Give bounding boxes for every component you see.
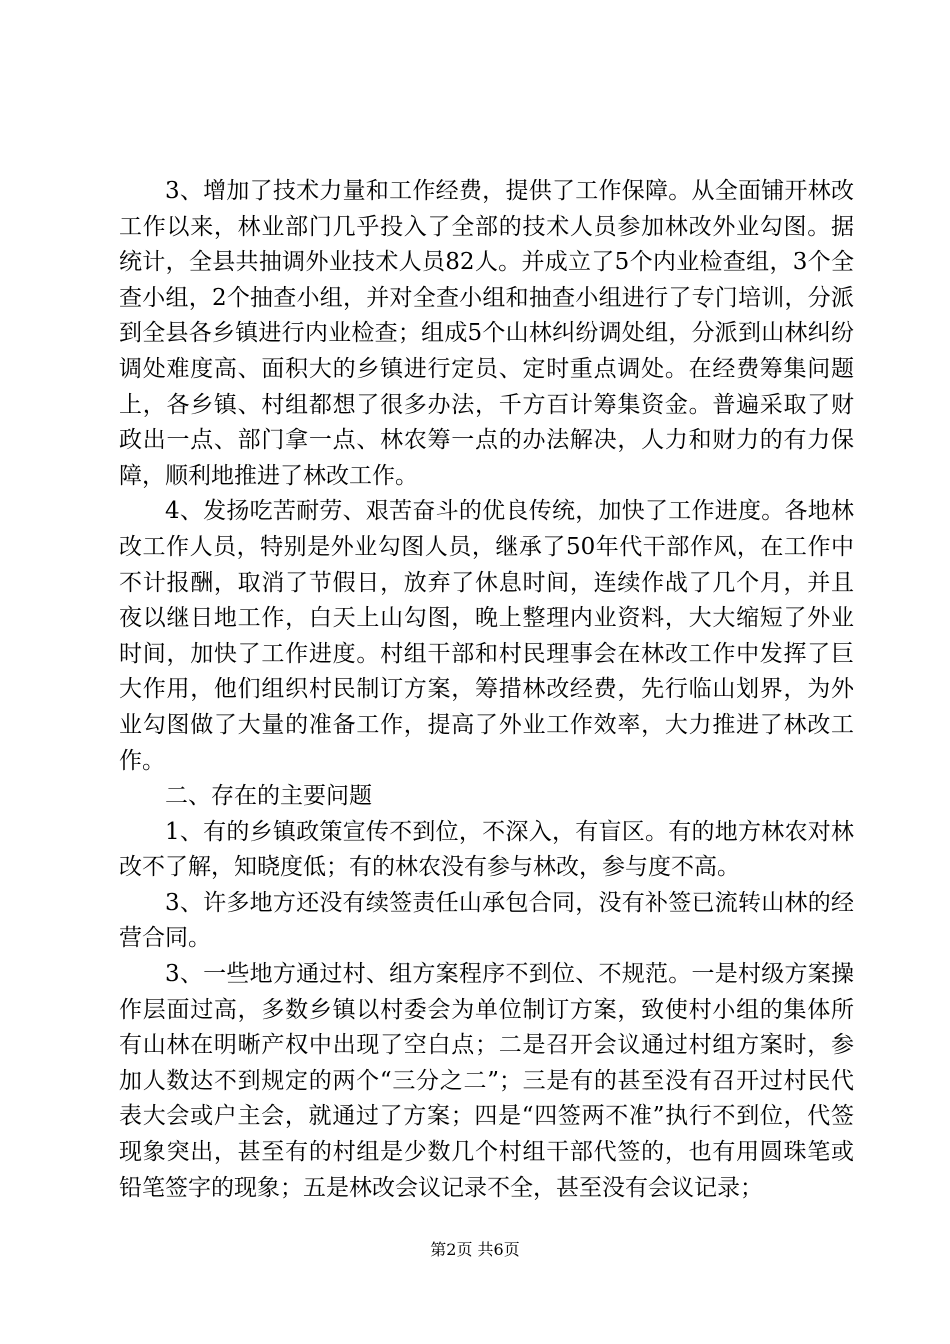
paragraph-technical-funding: 3、增加了技术力量和工作经费，提供了工作保障。从全面铺开林改工作以来，林业部门几乎投入了全部的技术人员参加林改外业勾图。据统计，全县共抽调外业技术人员82人。并成立了5个内业检查组，3个全查小组，2个抽查小组，并对全查小组和抽查小组进行了专门培训，分派到全县各乡镇进行内业检查；组成5个山林纠纷调处组，分派到山林纠纷调处难度高、面积大的乡镇进行定员、定时重点调处。在经费筹集问题上，各乡镇、村组都想了很多办法，千方百计筹集资金。普遍采取了财政出一点、部门拿一点、林农筹一点的办法解决，人力和财力的有力保障，顺利地推进了林改工作。 bbox=[119, 178, 854, 489]
section-heading-main-problems: 二、存在的主要问题 bbox=[165, 783, 372, 810]
document-body bbox=[119, 174, 854, 1206]
issue-procedures: 3、一些地方通过村、组方案程序不到位、不规范。一是村级方案操作层面过高，多数乡镇以村委会为单位制订方案，致使村小组的集体所有山林在明晰产权中出现了空白点；二是召开会议通过村组方案时，参加人数达不到规定的两个“三分之二”；三是有的甚至没有召开过村民代表大会或户主会，就通过了方案；四是“四签两不准”执行不到位，代签现象突出，甚至有的村组是少数几个村组干部代签的，也有用圆珠笔或铅笔签字的现象；五是林改会议记录不全，甚至没有会议记录； bbox=[119, 961, 854, 1201]
issue-policy-publicity: 1、有的乡镇政策宣传不到位，不深入，有盲区。有的地方林农对林改不了解，知晓度低；有的林农没有参与林改，参与度不高。 bbox=[119, 818, 854, 881]
issue-contracts: 3、许多地方还没有续签责任山承包合同，没有补签已流转山林的经营合同。 bbox=[119, 889, 854, 952]
paragraph-work-progress: 4、发扬吃苦耐劳、艰苦奋斗的优良传统，加快了工作进度。各地林改工作人员，特别是外业勾图人员，继承了50年代干部作风，在工作中不计报酬，取消了节假日，放弃了休息时间，连续作战了几个月，并且夜以继日地工作，白天上山勾图，晚上整理内业资料，大大缩短了外业时间，加快了工作进度。村组干部和村民理事会在林改工作中发挥了巨大作用，他们组织村民制订方案，筹措林改经费，先行临山划界，为外业勾图做了大量的准备工作，提高了外业工作效率，大力推进了林改工作。 bbox=[119, 498, 854, 774]
page-number-footer: 第2页 共6页 bbox=[430, 1240, 520, 1259]
